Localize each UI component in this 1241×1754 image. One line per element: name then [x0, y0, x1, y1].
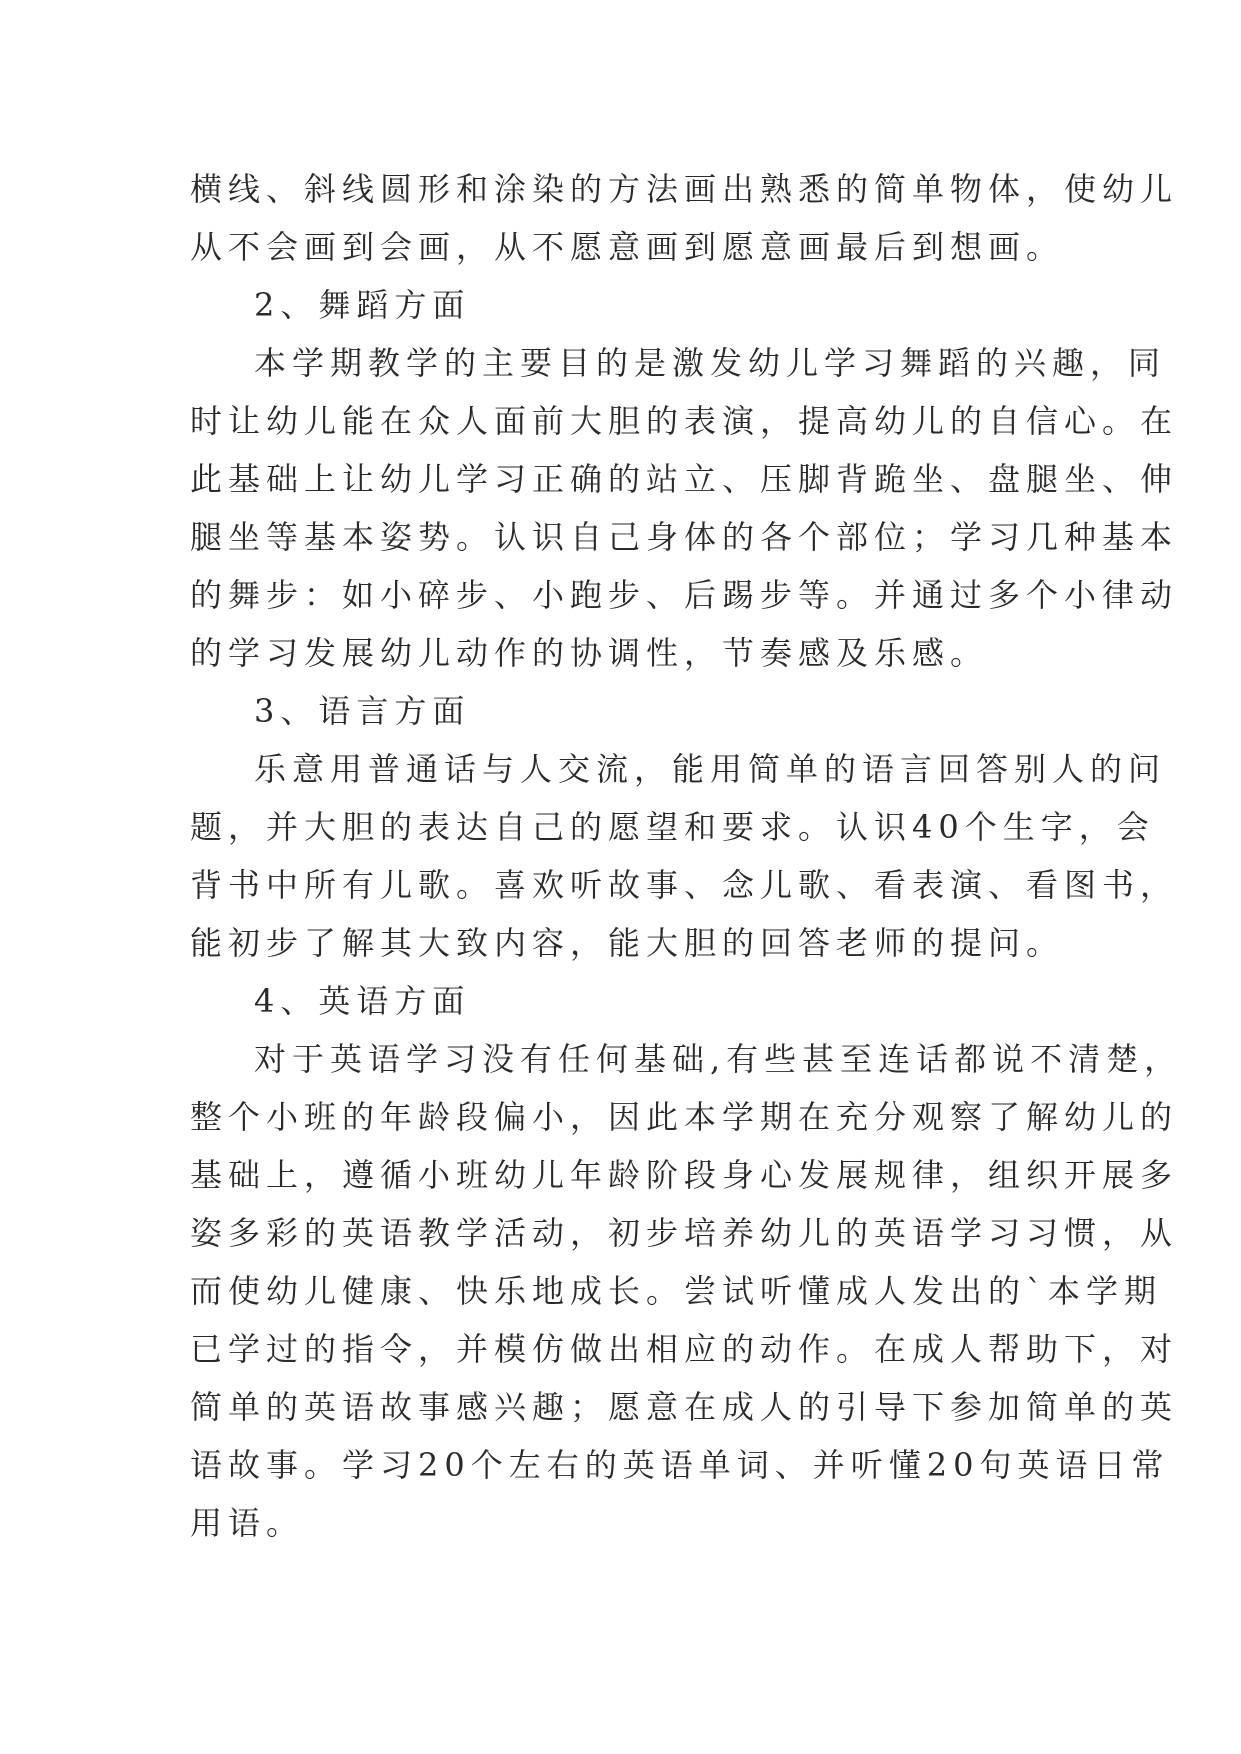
text-line: 而使幼儿健康、快乐地成长。尝试听懂成人发出的`本学期 [190, 1272, 1163, 1310]
text-line: 能初步了解其大致内容，能大胆的回答老师的提问。 [190, 924, 1065, 962]
section-heading-english: 4、英语方面 [254, 982, 471, 1020]
text-line: 本学期教学的主要目的是激发幼儿学习舞蹈的兴趣，同 [254, 344, 1167, 382]
text-line: 的舞步：如小碎步、小跑步、后踢步等。并通过多个小律动 [190, 576, 1179, 614]
text-line: 基础上，遵循小班幼儿年龄阶段身心发展规律，组织开展多 [190, 1156, 1179, 1194]
text-line: 简单的英语故事感兴趣；愿意在成人的引导下参加简单的英 [190, 1388, 1179, 1426]
text-line: 姿多彩的英语教学活动，初步培养幼儿的英语学习习惯，从 [190, 1214, 1179, 1252]
text-line: 已学过的指令，并模仿做出相应的动作。在成人帮助下，对 [190, 1330, 1179, 1368]
text-line: 从不会画到会画，从不愿意画到愿意画最后到想画。 [190, 228, 1065, 266]
text-line: 背书中所有儿歌。喜欢听故事、念儿歌、看表演、看图书， [190, 866, 1179, 904]
text-line: 对于英语学习没有任何基础,有些甚至连话都说不清楚， [254, 1040, 1183, 1078]
text-line: 腿坐等基本姿势。认识自己身体的各个部位；学习几种基本 [190, 518, 1179, 556]
document-body [190, 160, 1183, 1552]
section-heading-language: 3、语言方面 [254, 692, 471, 730]
text-line: 语故事。学习20个左右的英语单词、并听懂20句英语日常 [190, 1446, 1170, 1484]
text-line: 题，并大胆的表达自己的愿望和要求。认识40个生字，会 [190, 808, 1155, 846]
text-line: 此基础上让幼儿学习正确的站立、压脚背跪坐、盘腿坐、伸 [190, 460, 1179, 498]
text-line: 整个小班的年龄段偏小，因此本学期在充分观察了解幼儿的 [190, 1098, 1179, 1136]
text-line: 乐意用普通话与人交流，能用简单的语言回答别人的问 [254, 750, 1167, 788]
text-line: 时让幼儿能在众人面前大胆的表演，提高幼儿的自信心。在 [190, 402, 1179, 440]
text-line: 用语。 [190, 1504, 305, 1542]
text-line: 横线、斜线圆形和涂染的方法画出熟悉的简单物体，使幼儿 [190, 170, 1179, 208]
section-heading-dance: 2、舞蹈方面 [254, 286, 471, 324]
text-line: 的学习发展幼儿动作的协调性，节奏感及乐感。 [190, 634, 989, 672]
